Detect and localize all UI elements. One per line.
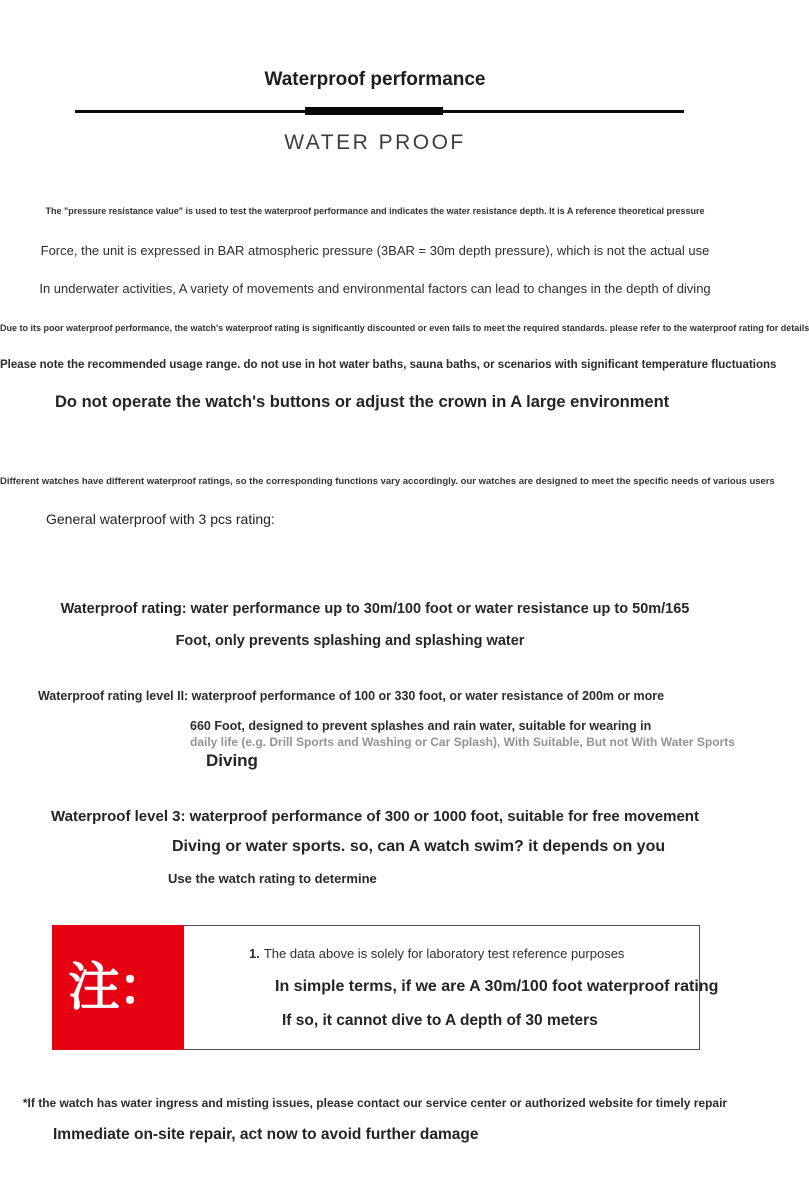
note-box — [52, 925, 719, 1050]
rating-level2-line2: 660 Foot, designed to prevent splashes and rain water, suitable for wearing in — [190, 719, 652, 733]
note-line1-number: 1. — [249, 946, 260, 961]
footer-service-note: *If the watch has water ingress and misting issues, please contact our service center or authorized website for timely repair — [22, 1096, 728, 1110]
rating-level3-line2: Diving or water sports. so, can A watch swim? it depends on you — [172, 838, 666, 855]
title-divider-thick-bar — [305, 107, 443, 115]
note-badge-cjk: 注： — [67, 958, 168, 1017]
rating-level1-line2: Foot, only prevents splashing and splashing water — [175, 633, 525, 649]
note-line1 — [249, 946, 624, 961]
intro-line-usage-range: Please note the recommended usage range. do not use in hot water baths, sauna baths, or scenarios with significant temperature fluctuations — [0, 359, 777, 371]
intro-line-bar-unit: Force, the unit is expressed in BAR atmospheric pressure (3BAR = 30m depth pressure), which is not the actual use — [40, 243, 710, 258]
intro-note-pressure-value: The "pressure resistance value" is used to test the waterproof performance and indicates the water resistance depth. It is A reference theoretical pressure — [45, 206, 705, 216]
rating-level3-line3: Use the watch rating to determine — [168, 871, 377, 886]
rating-level2-diving-label: Diving — [206, 751, 258, 770]
note-line3: If so, it cannot dive to A depth of 30 meters — [282, 1012, 598, 1029]
note-line2: In simple terms, if we are A 30m/100 foot waterproof rating — [275, 978, 719, 995]
page-title: Waterproof performance — [264, 69, 486, 90]
rating-level3-line1: Waterproof level 3: waterproof performance of 300 or 1000 foot, suitable for free movement — [51, 808, 699, 825]
rating-level2-line1: Waterproof rating level II: waterproof performance of 100 or 330 foot, or water resistance of 200m or more — [37, 689, 665, 703]
note-red-badge-block — [52, 925, 184, 1050]
intro-line-underwater-activities: In underwater activities, A variety of movements and environmental factors can lead to changes in the depth of diving — [39, 281, 711, 296]
rating-level1-line1: Waterproof rating: water performance up to 30m/100 foot or water resistance up to 50m/165 — [60, 601, 690, 617]
intro-note-different-ratings: Different watches have different waterproof ratings, so the corresponding functions vary accordingly. our watches are designed to meet the specific needs of various users — [0, 476, 775, 487]
note-line1-text: The data above is solely for laboratory test reference purposes — [263, 946, 625, 961]
intro-note-poor-performance: Due to its poor waterproof performance, the watch's waterproof rating is significantly discounted or even fails to meet the required standards. please refer to the waterproof rating for details — [0, 323, 809, 333]
page-subtitle: WATER PROOF — [284, 131, 466, 154]
warning-do-not-operate: Do not operate the watch's buttons or adjust the crown in A large environment — [55, 393, 670, 411]
footer-repair-call-to-action: Immediate on-site repair, act now to avoid further damage — [53, 1126, 479, 1143]
clipped-text-line: daily life (e.g. Drill Sports and Washing or Car Splash), With Suitable, But not With Water Sports — [190, 735, 735, 749]
ratings-heading: General waterproof with 3 pcs rating: — [46, 511, 275, 527]
title-divider-line — [75, 110, 684, 113]
